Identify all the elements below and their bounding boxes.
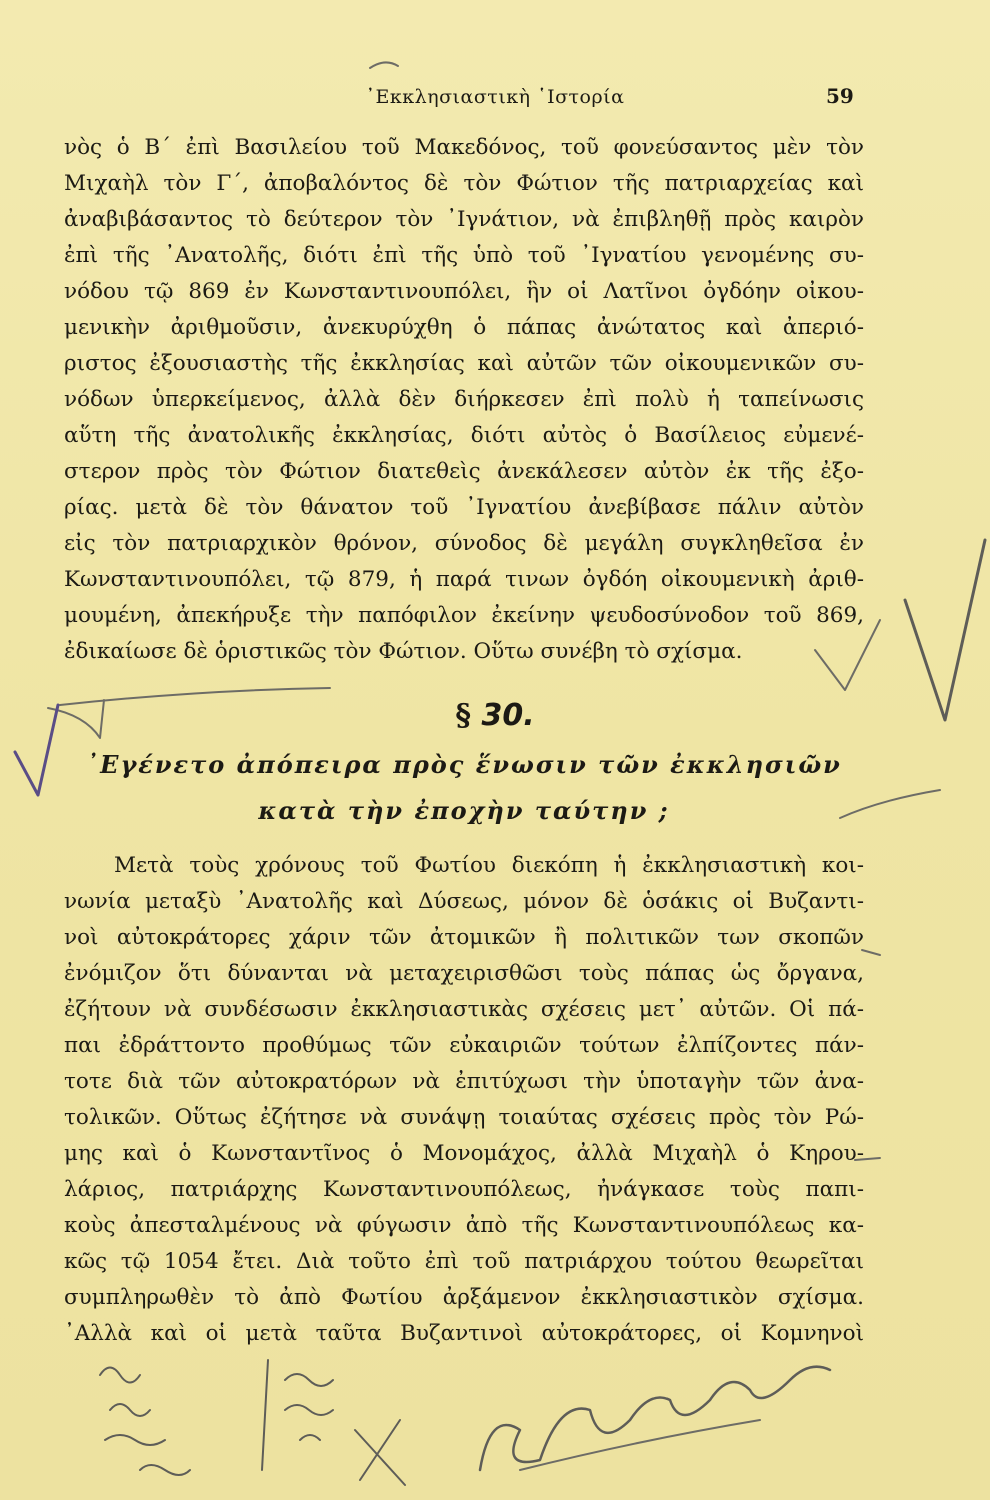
section-heading (0, 698, 990, 733)
text-line: νοὶ αὐτοκράτορες χάριν τῶν ἀτομικῶν ἢ πολιτικῶν των σκοπῶν (64, 925, 864, 950)
pencil-checkmark-right (905, 540, 985, 720)
page-number: 59 (826, 84, 854, 108)
text-line: Μιχαὴλ τὸν Γ΄, ἀποβαλόντος δὲ τὸν Φώτιον τῆς πατριαρχείας καὶ (64, 171, 864, 196)
pencil-tick-1 (862, 950, 880, 955)
section-symbol: § (455, 698, 472, 733)
text-line: λάριος, πατριάρχης Κωνσταντινουπόλεως, ἠνάγκασε τοὺς παπι- (64, 1177, 864, 1202)
section-title-line-2: κατὰ τὴν ἐποχὴν ταύτην ; (258, 796, 670, 825)
paragraph-1 (64, 130, 864, 670)
text-line: νόδου τῷ 869 ἐν Κωνσταντινουπόλει, ἣν οἱ Λατῖνοι ὀγδόην οἰκου- (64, 279, 864, 304)
text-line: κοὺς ἀπεσταλμένους νὰ φύγωσιν ἀπὸ τῆς Κωνσταντινουπόλεως κα- (64, 1213, 864, 1238)
pencil-loops-bottom-right (480, 1367, 830, 1470)
pencil-bracket-bottom (262, 1360, 268, 1470)
paragraph-2 (64, 848, 864, 1352)
pencil-scribble-bottom-left (100, 1368, 190, 1476)
text-line: νόδων ὑπερκείμενος, ἀλλὰ δὲν διήρκεσεν ἐπὶ πολὺ ἡ ταπείνωσις (64, 387, 864, 412)
text-line: ἐδικαίωσε δὲ ὁριστικῶς τὸν Φώτιον. Οὕτω συνέβη τὸ σχίσμα. (64, 639, 743, 664)
text-line: μης καὶ ὁ Κωνσταντῖνος ὁ Μονομάχος, ἀλλὰ Μιχαὴλ ὁ Κηρου- (64, 1141, 864, 1166)
text-line: τοτε διὰ τῶν αὐτοκρατόρων νὰ ἐπιτύχωσι τὴν ὑποταγὴν τῶν ἀνα- (64, 1069, 864, 1094)
running-title: ᾿Εκκλησιαστικὴ ῾Ιστορία (365, 86, 625, 108)
pencil-underline-bottom-right (520, 1420, 760, 1470)
text-line: ἐπὶ τῆς ᾿Ανατολῆς, διότι ἐπὶ τῆς ὑπὸ τοῦ ᾿Ιγνατίου γενομένης συ- (64, 243, 864, 268)
text-line: μενικὴν ἀριθμοῦσιν, ἀνεκυρύχθη ὁ πάπας ἀνώτατος καὶ ἀπεριό- (64, 315, 864, 340)
text-line: ᾿Αλλὰ καὶ οἱ μετὰ ταῦτα Βυζαντινοὶ αὐτοκράτορες, οἱ Κομνηνοὶ (64, 1321, 864, 1346)
section-title-line-1: ᾿Εγένετο ἀπόπειρα πρὸς ἕνωσιν τῶν ἐκκλησιῶν (86, 750, 842, 779)
text-line: μουμένη, ἀπεκήρυξε τὴν παπόφιλον ἐκείνην ψευδοσύνοδον τοῦ 869, (64, 603, 864, 628)
text-line: συμπληρωθὲν τὸ ἀπὸ Φωτίου ἀρξάμενον ἐκκλησιαστικὸν σχίσμα. (64, 1285, 864, 1310)
text-line: Κωνσταντινουπόλει, τῷ 879, ἡ παρά τινων ὀγδόη οἰκουμενικὴ ἀριθ- (64, 567, 864, 592)
section-number: 30. (481, 698, 535, 733)
text-line: κῶς τῷ 1054 ἔτει. Διὰ τοῦτο ἐπὶ τοῦ πατριάρχου τούτου θεωρεῖται (64, 1249, 864, 1274)
text-line: αὕτη τῆς ἀνατολικῆς ἐκκλησίας, διότι αὐτὸς ὁ Βασίλειος εὐμενέ- (64, 423, 864, 448)
pencil-mark-top (370, 62, 398, 68)
text-line: ριστος ἐξουσιαστὴς τῆς ἐκκλησίας καὶ αὐτῶν τῶν οἰκουμενικῶν συ- (64, 351, 864, 376)
text-line: εἰς τὸν πατριαρχικὸν θρόνον, σύνοδος δὲ μεγάλη συγκληθεῖσα ἐν (64, 531, 864, 556)
text-line: νὸς ὁ Β΄ ἐπὶ Βασιλείου τοῦ Μακεδόνος, τοῦ φονεύσαντος μὲν τὸν (64, 135, 864, 160)
text-line: ἀναβιβάσαντος τὸ δεύτερον τὸν ᾿Ιγνάτιον, νὰ ἐπιβληθῇ πρὸς καιρὸν (64, 207, 864, 232)
text-line: τολικῶν. Οὕτως ἐζήτησε νὰ συνάψῃ τοιαύτας σχέσεις πρὸς τὸν Ρώ- (64, 1105, 864, 1130)
pencil-cross-bottom (355, 1420, 405, 1485)
text-line: νωνία μεταξὺ ᾿Ανατολῆς καὶ Δύσεως, μόνον δὲ ὁσάκις οἱ Βυζαντι- (64, 889, 864, 914)
text-line: ἐζήτουν νὰ συνδέσωσιν ἐκκλησιαστικὰς σχέσεις μετ᾿ αὐτῶν. Οἱ πά- (64, 997, 864, 1022)
pencil-scribble-bottom-mid (285, 1374, 333, 1440)
text-line: παι ἐδράττοντο προθύμως τῶν εὐκαιριῶν τούτων ἐλπίζοντες πάν- (64, 1033, 864, 1058)
text-line: ἐνόμιζον ὅτι δύνανται νὰ μεταχειρισθῶσι τοὺς πάπας ὡς ὄργανα, (64, 961, 864, 986)
text-line: Μετὰ τοὺς χρόνους τοῦ Φωτίου διεκόπη ἡ ἐκκλησιαστικὴ κοι- (114, 853, 864, 878)
text-line: στερον πρὸς τὸν Φώτιον διατεθεὶς ἀνεκάλεσεν αὐτὸν ἐκ τῆς ἐξο- (64, 459, 864, 484)
text-line: ρίας. μετὰ δὲ τὸν θάνατον τοῦ ᾿Ιγνατίου ἀνεβίβασε πάλιν αὐτὸν (64, 495, 864, 520)
